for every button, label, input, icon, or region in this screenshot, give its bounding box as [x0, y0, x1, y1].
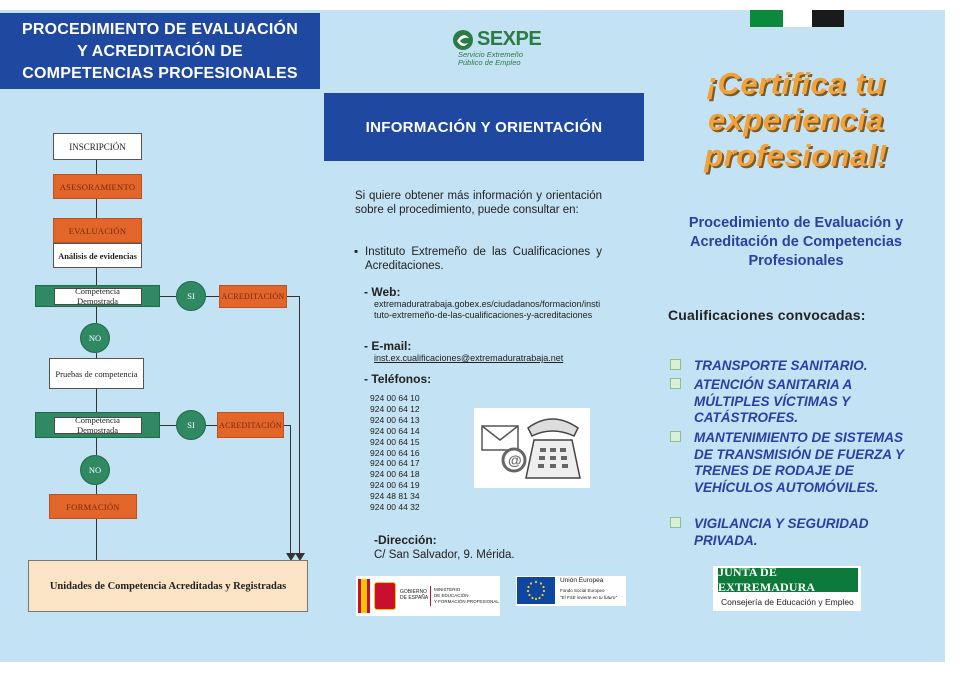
web-label-text: Web: [371, 285, 401, 299]
flow-competencia-2-label: Competencia Demostrada [54, 417, 142, 434]
phone-number: 924 00 64 13 [370, 414, 420, 425]
web-label: - Web: [364, 285, 401, 299]
eu-motto: "El FSE invierte en tu futuro" [560, 595, 617, 600]
phone-number: 924 00 64 16 [370, 447, 420, 458]
web-url: extremaduratrabaja.gobex.es/ciudadanos/formacion/instituto-extremeño-de-las-cualificaciones-y-acreditaciones [374, 299, 601, 320]
eu-flag-icon [517, 577, 555, 604]
extremadura-flag-black [812, 10, 844, 27]
flow-competencia-1-label: Competencia Demostrada [54, 288, 142, 305]
flow-competencia-2 [35, 412, 160, 438]
arrow-line [290, 425, 291, 558]
eu-title: Unión Europea [560, 577, 604, 584]
flow-si-2: SI [176, 410, 206, 440]
flow-acreditacion-2: ACREDITACIÓN [217, 412, 284, 438]
instituto-text: Instituto Extremeño de las Cualificaciones y Acreditaciones. [365, 246, 602, 272]
certifica-line-3: profesional! [704, 138, 888, 173]
flow-acreditacion-1: ACREDITACIÓN [219, 285, 287, 308]
connector [160, 425, 176, 426]
title-line-2: Y ACREDITACIÓN DE [77, 43, 243, 60]
connector [96, 519, 97, 561]
flow-asesoramiento: ASESORAMIENTO [53, 174, 142, 199]
bullet-icon: ▪ [354, 246, 359, 258]
intro-text: Si quiere obtener más información y orientación sobre el procedimiento, puede consultar en: [355, 190, 602, 216]
title-line-1: PROCEDIMIENTO DE EVALUACIÓN [22, 21, 298, 38]
sexpe-logo-icon [452, 29, 474, 51]
connector [96, 389, 97, 412]
connector [96, 307, 97, 323]
connector [96, 485, 97, 494]
qualification-item: ATENCIÓN SANITARIA A MÚLTIPLES VÍCTIMAS Y CATÁSTROFES. [670, 377, 924, 427]
arrow-line [299, 296, 300, 558]
phone-number: 924 00 64 14 [370, 425, 420, 436]
connector [160, 296, 176, 297]
qualification-item: TRANSPORTE SANITARIO. [670, 358, 924, 375]
phone-number: 924 00 64 10 [370, 393, 420, 403]
cualificaciones-label: Cualificaciones convocadas: [668, 307, 866, 323]
junta-extremadura-logo [713, 566, 861, 611]
checkbox-icon [670, 431, 681, 442]
flow-si-1: SI [176, 281, 206, 311]
phones-label-text: Teléfonos: [371, 372, 432, 386]
email-label: - E-mail: [364, 339, 412, 353]
info-title: INFORMACIÓN Y ORIENTACIÓN [324, 93, 644, 161]
flow-no-2: NO [80, 455, 110, 485]
junta-name: JUNTA DE EXTREMADURA [718, 568, 858, 592]
ministry-label: MINISTERIO DE EDUCACIÓN Y FORMACIÓN PROFESIONAL [434, 587, 499, 604]
address-text: C/ San Salvador, 9. Mérida. [374, 549, 515, 561]
sexpe-logo-text: SEXPE [477, 28, 542, 50]
connector [96, 199, 97, 218]
phone-number: 924 00 64 19 [370, 480, 420, 491]
eu-logo [516, 576, 626, 606]
checkbox-icon [670, 359, 681, 370]
coat-of-arms-icon [374, 582, 396, 610]
email-label-text: E-mail: [371, 339, 412, 353]
eu-fund: Fondo Social Europeo [560, 588, 605, 593]
telephone-email-icon [474, 408, 590, 488]
sexpe-logo [452, 28, 541, 67]
flow-formacion: FORMACIÓN [49, 494, 137, 519]
email-link[interactable]: inst.ex.cualificaciones@extremaduratrabaja.net [374, 353, 564, 363]
junta-sub: Consejería de Educación y Empleo [721, 597, 854, 607]
flow-no-1: NO [80, 323, 110, 353]
procedure-title: Procedimiento de Evaluación y Acreditación de Competencias Profesionales [688, 215, 904, 269]
checkbox-icon [670, 378, 681, 389]
certifica-line-2: experiencia [707, 102, 885, 137]
extremadura-flag-green [750, 10, 783, 27]
qualification-item: MANTENIMIENTO DE SISTEMAS DE TRANSMISIÓN DE FUERZA Y TRENES DE RODAJE DE VEHÍCULOS AUTOMÓVILES. [670, 430, 924, 496]
phone-number: 924 00 44 32 [370, 502, 420, 513]
flow-analisis: Análisis de evidencias [53, 243, 142, 268]
certifica-title [666, 66, 926, 174]
connector [96, 438, 97, 455]
extremadura-flag-white [783, 10, 812, 27]
sexpe-sub-2: Público de Empleo [458, 58, 521, 67]
flow-pruebas: Pruebas de competencia [49, 358, 144, 389]
title-line-3: COMPETENCIAS PROFESIONALES [22, 65, 298, 82]
contact-illustration [474, 408, 590, 488]
phones-label: - Teléfonos: [364, 372, 432, 386]
checkbox-icon [670, 517, 681, 528]
connector [206, 425, 217, 426]
flow-unidades: Unidades de Competencia Acreditadas y Registradas [28, 560, 308, 612]
sexpe-sub-1: Servicio Extremeño [458, 50, 524, 59]
phone-number: 924 48 81 34 [370, 491, 420, 502]
connector [96, 160, 97, 174]
phone-number: 924 00 64 18 [370, 469, 420, 480]
gobierno-logo [356, 576, 500, 616]
certifica-line-1: ¡Certifica tu [706, 66, 886, 101]
connector [96, 268, 97, 285]
flow-competencia-1 [35, 285, 160, 307]
phone-number: 924 00 64 15 [370, 436, 420, 447]
flow-inscripcion: INSCRIPCIÓN [53, 133, 142, 160]
flow-evaluacion: EVALUACIÓN [53, 218, 142, 243]
connector [206, 296, 219, 297]
phone-list [370, 393, 420, 513]
gov-label: GOBIERNO DE ESPAÑA [400, 589, 429, 601]
connector [287, 296, 299, 297]
address-label: -Dirección: [374, 533, 437, 547]
phone-number: 924 00 64 17 [370, 458, 420, 469]
phone-number: 924 00 64 12 [370, 403, 420, 414]
qualification-item: VIGILANCIA Y SEGURIDAD PRIVADA. [670, 516, 924, 549]
svg-text:@: @ [508, 452, 522, 468]
left-panel-title [0, 13, 320, 89]
